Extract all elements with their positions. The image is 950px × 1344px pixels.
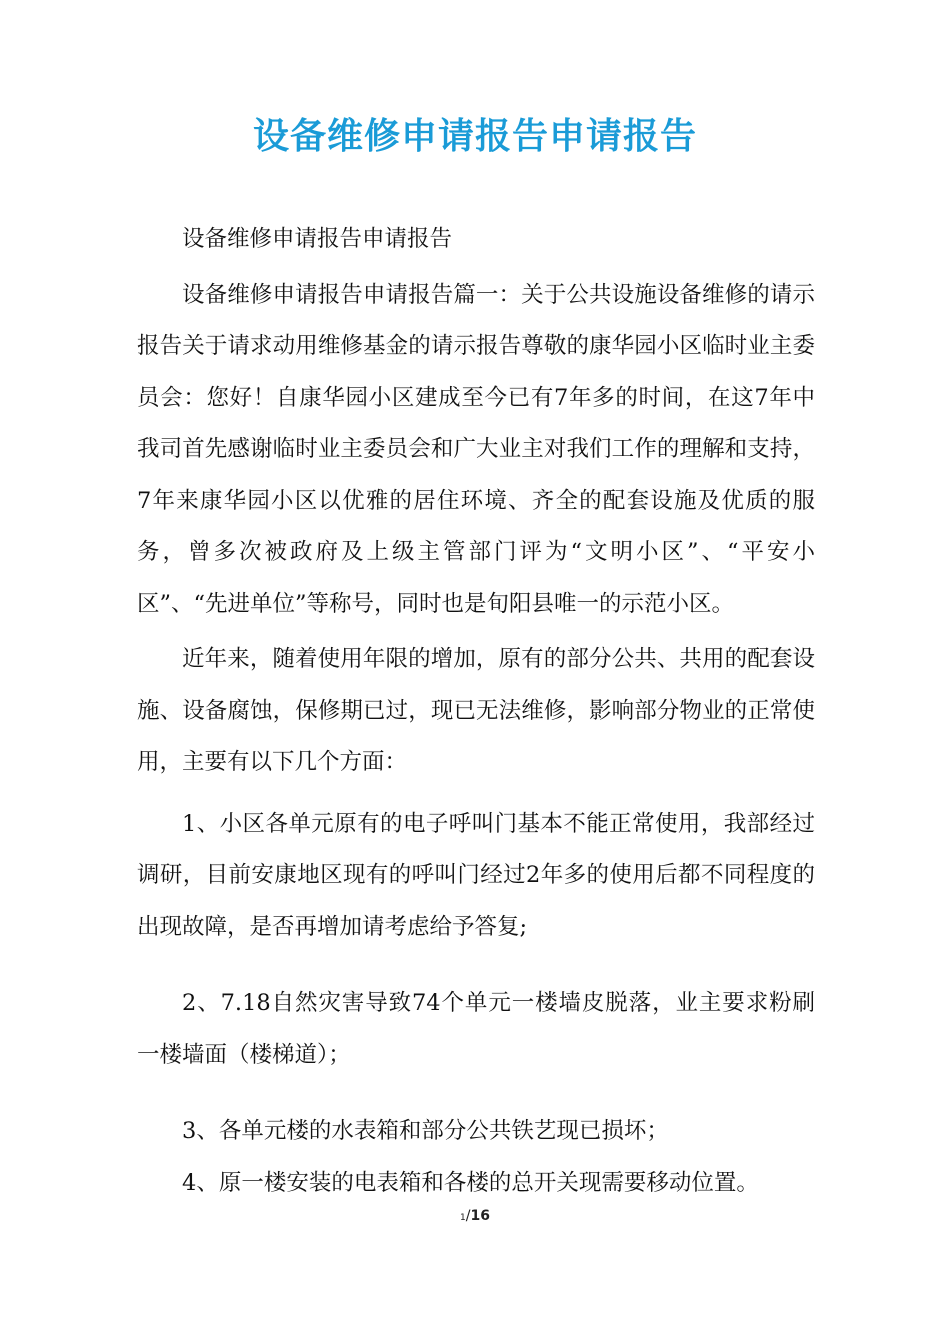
- page-separator: /: [465, 1208, 471, 1224]
- document-body: [137, 214, 815, 1209]
- page-total: 16: [470, 1208, 490, 1224]
- paragraph-item-2: 2、7.18自然灾害导致74个单元一楼墙皮脱落，业主要求粉刷一楼墙面（楼梯道）；: [137, 990, 815, 1068]
- paragraph-item-1: 1、小区各单元原有的电子呼叫门基本不能正常使用，我部经过调研，目前安康地区现有的呼叫门经过2年多的使用后都不同程度的出现故障，是否再增加请考虑给予答复;: [137, 810, 815, 940]
- paragraph-item-3: 3、各单元楼的水表箱和部分公共铁艺现已损坏；: [182, 1118, 669, 1144]
- page-current: 1: [460, 1213, 466, 1223]
- document-title: 设备维修申请报告申请报告: [252, 116, 697, 157]
- page-number: [0, 1208, 950, 1224]
- paragraph-intro: 设备维修申请报告申请报告篇一：关于公共设施设备维修的请示报告关于请求动用维修基金的请示报告尊敬的康华园小区临时业主委员会：您好！自康华园小区建成至今已有7年多的时间，在这7年中我司首先感谢临时业主委员会和广大业主对我们工作的理解和支持，7年来康华园小区以优雅的居住环境、齐全的配套设施及优质的服务，曾多次被政府及上级主管部门评为“文明小区”、“平安小区”、“先进单位”等称号，同时也是旬阳县唯一的示范小区。: [137, 281, 815, 617]
- paragraph-item-4: 4、原一楼安装的电表箱和各楼的总开关现需要移动位置。: [182, 1169, 759, 1196]
- paragraph-recent-years: 近年来，随着使用年限的增加，原有的部分公共、共用的配套设施、设备腐蚀，保修期已过，现已无法维修，影响部分物业的正常使用，主要有以下几个方面：: [137, 646, 815, 775]
- paragraph-heading: 设备维修申请报告申请报告: [182, 226, 453, 252]
